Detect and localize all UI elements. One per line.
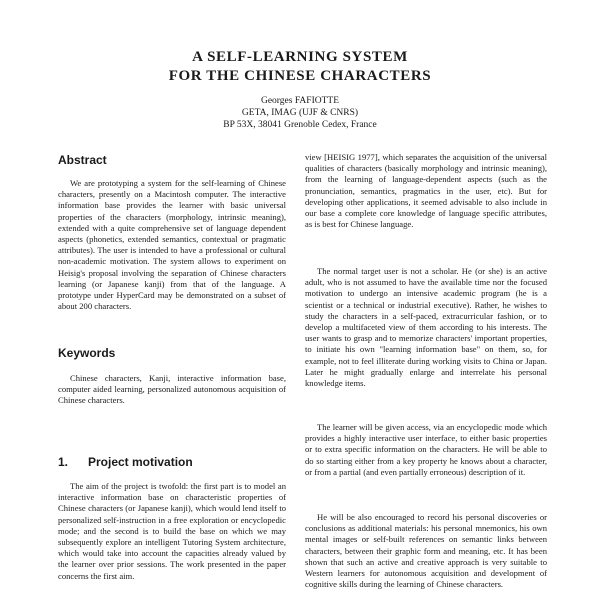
right-paragraph-3: The learner will be given access, via an encyclopedic mode which provides a highly interactive user interface, to either basic properties or to extra specific information on the characters. He will be able to do so starting either from a key property he knows about a character, or from a partial (and even partially erroneous) description of it. <box>305 422 547 477</box>
abstract-text: We are prototyping a system for the self-learning of Chinese characters, presently on a Macintosh computer. The interactive information base provides the learner with basic universal properties of the characters (morphology, intrinsic meaning), extended with a quite comprehensive set of language dependent aspects (phonetics, extended semantics, contextual or pragmatic attributes). The user is intended to have a professional or cultural non-academic motivation. The system allows to experiment on Heisig's proposal involving the separation of Chinese characters learning (or Japanese kanji) from that of the language. A prototype under HyperCard may be demonstrated on a subset of about 200 characters. <box>58 178 286 312</box>
title-line-1: A SELF-LEARNING SYSTEM <box>192 49 408 65</box>
right-paragraph-1: view [HEISIG 1977], which separates the acquisition of the universal qualities of characters (basically morphology and intrinsic meaning), from the learning of language-dependent aspects (such as the pronunciation, semantics, pragmatics in the user, etc). But for developing other applications, it seemed advisable to also include in our base a complete core knowledge of language specific attributes, as is best for Chinese language. <box>305 152 547 230</box>
section-1-heading <box>58 455 193 469</box>
paper-title <box>0 48 600 86</box>
author-address: BP 53X, 38041 Grenoble Cedex, France <box>223 120 377 130</box>
title-line-2: FOR THE CHINESE CHARACTERS <box>168 68 432 84</box>
section-1-text: The aim of the project is twofold: the first part is to model an interactive information base on characteristic properties of Chinese characters (or Japanese kanji), which would lend itself to personalized self-instruction in a free exploration or encyclopedic mode; and the second is to build the base on which we may subsequently explore an intelligent Tutoring System architecture, which would take into account the capacities already valued by the learner over prior sessions. The work presented in the paper concerns the first aim. <box>58 481 286 581</box>
right-paragraph-4: He will be also encouraged to record his personal discoveries or conclusions as additional materials: his personal mnemonics, his own mental images or self-built references on semantic links between characters, between their graphic form and meaning, etc. It has been shown that such an active and creative approach is very suitable to Western learners for autonomous acquisition and development of cognitive skills during the learning of Chinese characters. <box>305 512 547 590</box>
abstract-heading: Abstract <box>58 153 107 167</box>
section-1-number: 1. <box>58 455 69 469</box>
author-name: Georges FAFIOTTE <box>260 96 339 106</box>
author-block <box>0 95 600 131</box>
section-1-title: Project motivation <box>88 455 193 469</box>
author-affiliation: GETA, IMAG (UJF & CNRS) <box>241 108 359 118</box>
keywords-text: Chinese characters, Kanji, interactive information base, computer aided learning, personalized autonomous acquisition of Chinese characters. <box>58 373 286 406</box>
right-paragraph-2: The normal target user is not a scholar. He (or she) is an active adult, who is not assumed to have the available time nor the focused motivation to undergo an intensive academic program (he is a scientist or a technical or industrial executive). Rather, he wishes to study the characters in a self-paced, extracurricular fashion, or to develop a multifaceted view of them according to his interests. The user wants to grasp and to memorize characters' important properties, to initiate his own "learning information base" on them, so, for example, not to feel illiterate during working visits to China or Japan. Later he might gradually enlarge and interrelate his personal knowledge items. <box>305 266 547 389</box>
keywords-heading: Keywords <box>58 346 116 360</box>
